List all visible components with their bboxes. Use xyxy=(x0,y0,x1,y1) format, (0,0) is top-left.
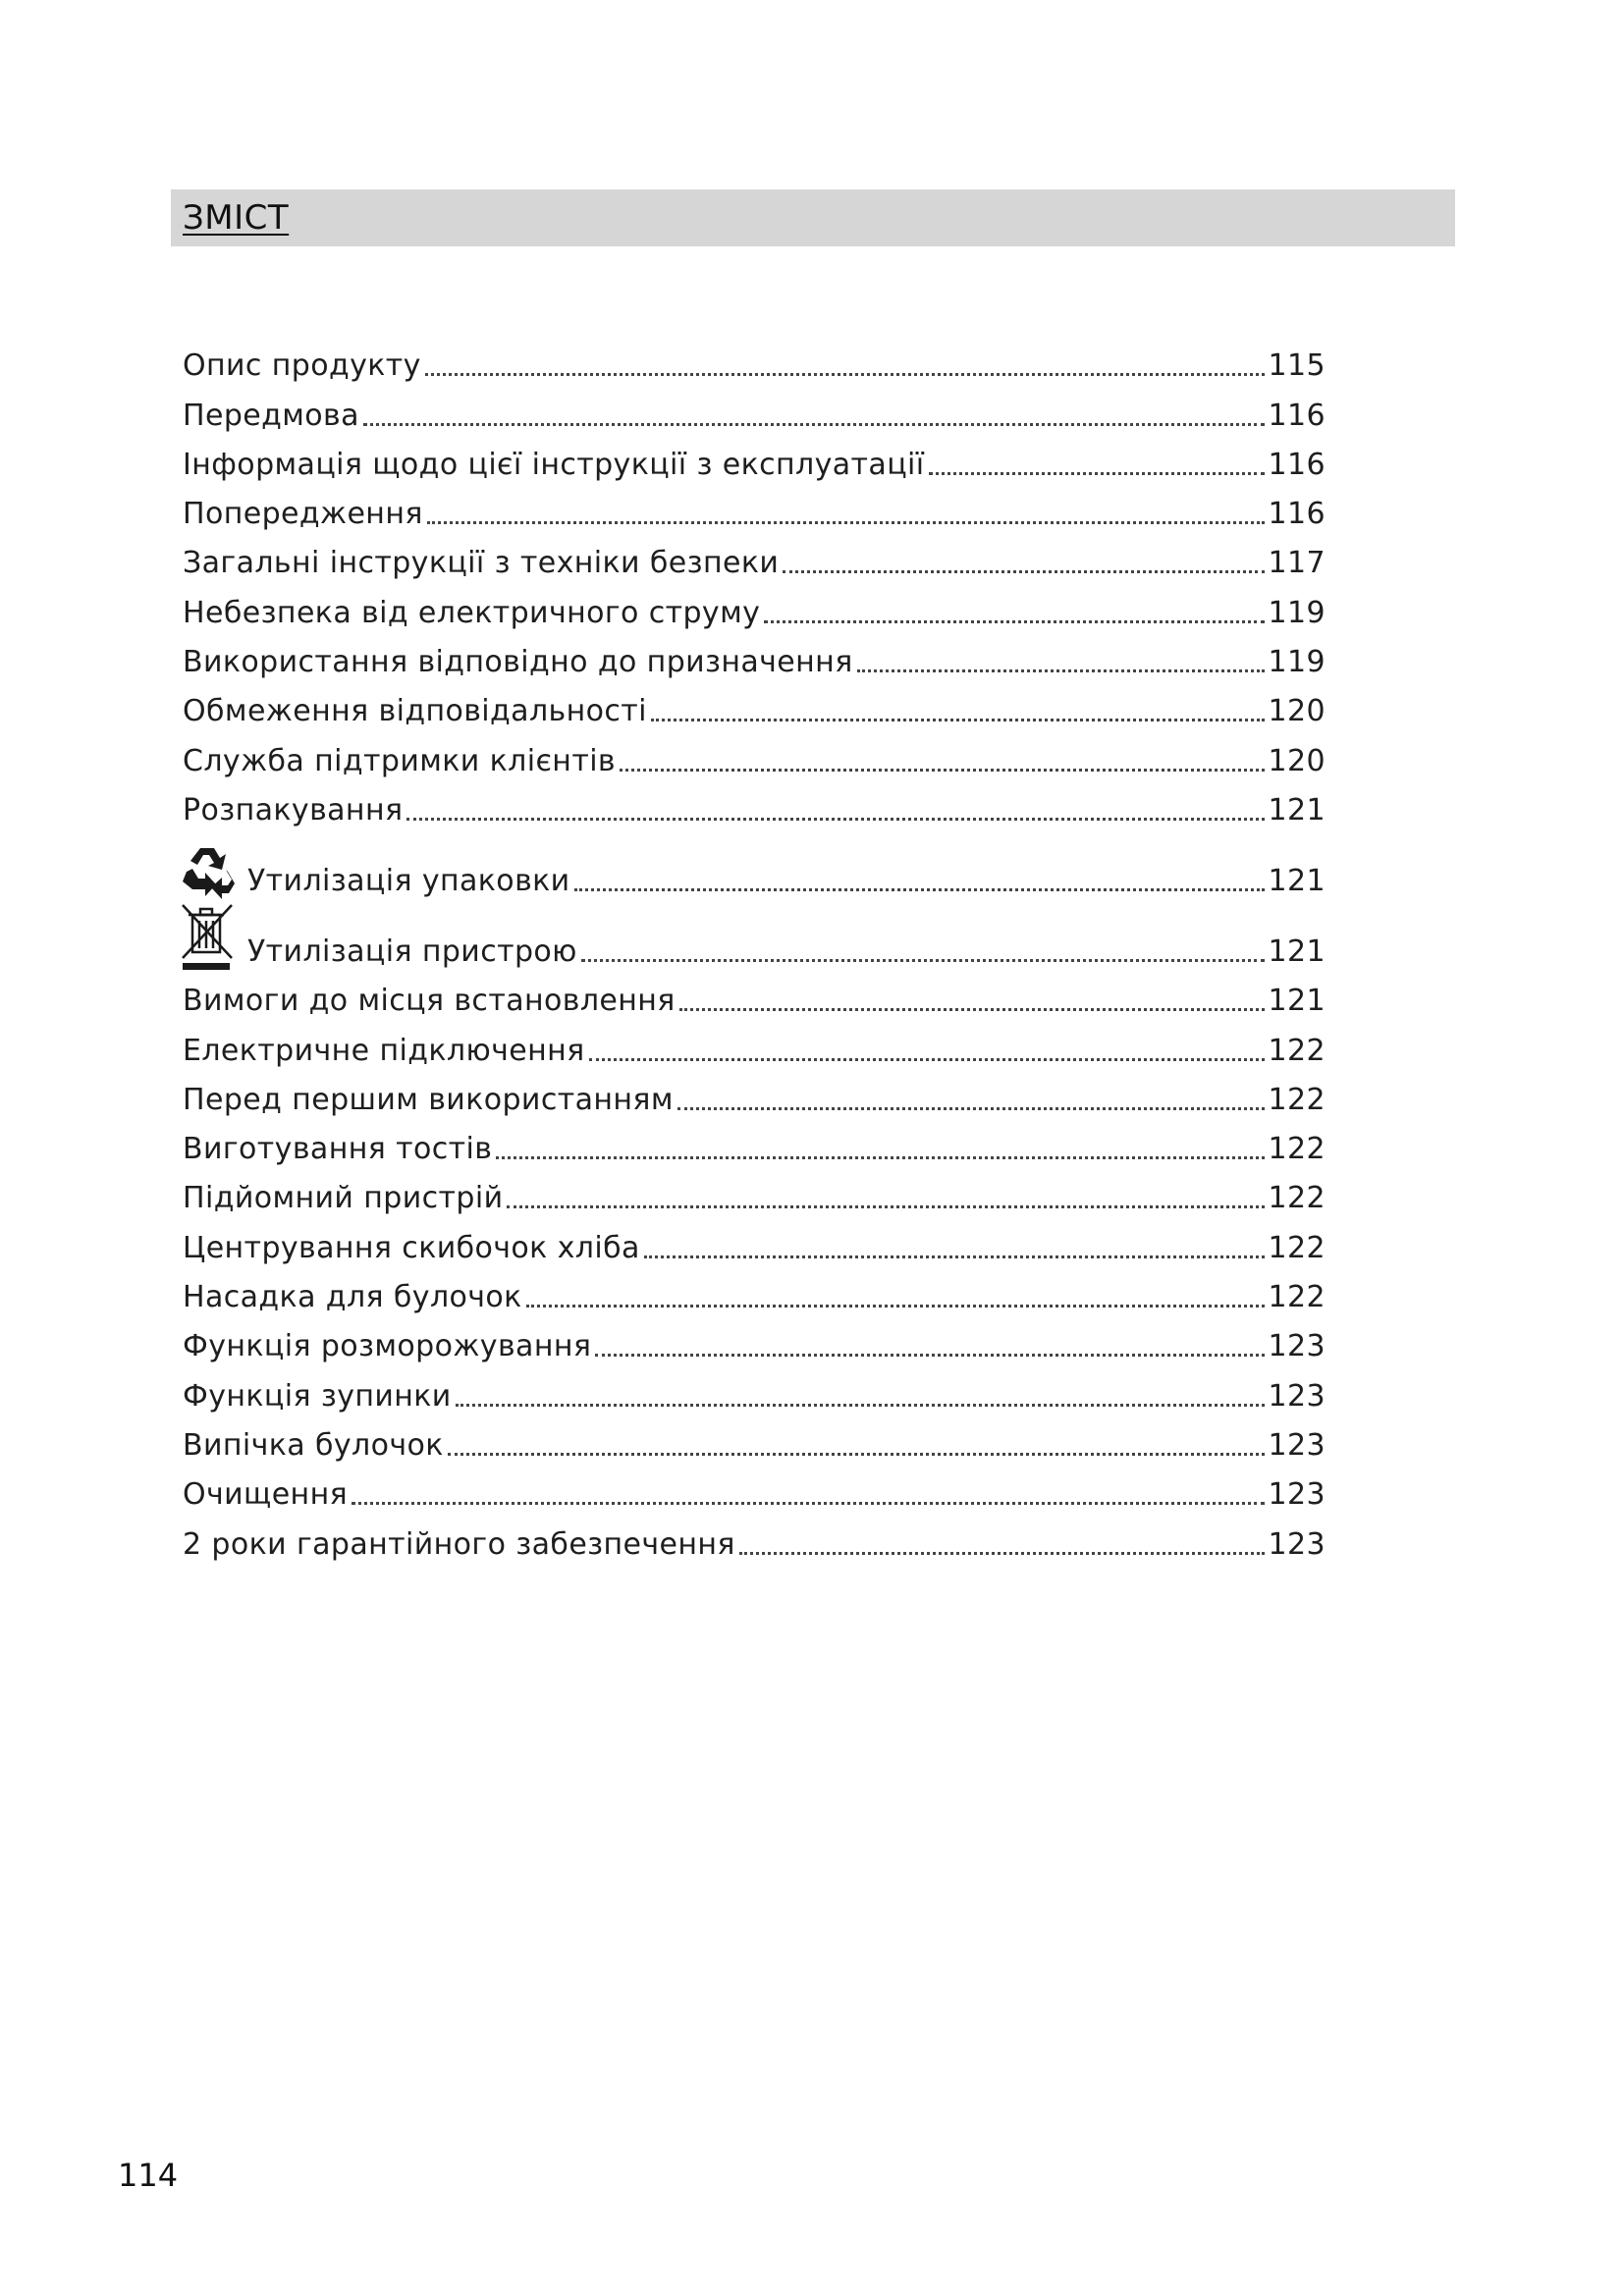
toc-entry-label: Обмеження відповідальності xyxy=(183,694,647,729)
toc-entry[interactable] xyxy=(183,1317,1326,1366)
toc-entry-page: 116 xyxy=(1268,398,1326,433)
toc-entry-page: 119 xyxy=(1268,645,1326,680)
toc-entry[interactable] xyxy=(183,1416,1326,1466)
toc-entry-label: Інформація щодо цієї інструкції з експлуатації xyxy=(183,447,925,482)
section-header-bar xyxy=(171,189,1455,246)
toc-entry-label: Небезпека від електричного струму xyxy=(183,595,761,630)
toc-entry-page: 121 xyxy=(1268,984,1326,1019)
toc-entry[interactable] xyxy=(183,1268,1326,1317)
dot-leader xyxy=(739,1552,1265,1555)
toc-entry-page: 123 xyxy=(1268,1378,1326,1414)
dot-leader xyxy=(677,1107,1265,1110)
toc-entry[interactable] xyxy=(183,583,1326,632)
toc-entry-page: 122 xyxy=(1268,1280,1326,1315)
toc-entry-page: 119 xyxy=(1268,595,1326,630)
toc-entry-label: Вимоги до місця встановлення xyxy=(183,984,676,1019)
toc-entry[interactable] xyxy=(183,781,1326,830)
dot-leader xyxy=(425,373,1265,376)
toc-entry[interactable] xyxy=(183,830,1326,901)
toc-entry-label: Загальні інструкції з техніки безпеки xyxy=(183,546,780,581)
page-number: 114 xyxy=(118,2157,179,2194)
toc-entry-page: 121 xyxy=(1268,863,1326,898)
toc-entry-label: Функція розморожування xyxy=(183,1329,592,1364)
toc-entry-label: 2 роки гарантійного забезпечення xyxy=(183,1526,735,1562)
dot-leader xyxy=(589,1058,1265,1061)
dot-leader xyxy=(526,1305,1265,1308)
toc-entry-label: Опис продукту xyxy=(183,348,421,384)
dot-leader xyxy=(352,1502,1265,1505)
toc-entry-label: Функція зупинки xyxy=(183,1378,452,1414)
toc-entry[interactable] xyxy=(183,682,1326,731)
toc-entry-label: Використання відповідно до призначення xyxy=(183,645,853,680)
toc-entry-label: Підйомний пристрій xyxy=(183,1181,504,1216)
dot-leader xyxy=(427,521,1265,524)
toc-entry[interactable] xyxy=(183,386,1326,435)
toc-entry-page: 122 xyxy=(1268,1132,1326,1167)
dot-leader xyxy=(620,769,1265,772)
toc-entry-label: Попередження xyxy=(183,497,423,532)
toc-entry-label: Насадка для булочок xyxy=(183,1280,522,1315)
toc-entry-page: 122 xyxy=(1268,1082,1326,1117)
dot-leader xyxy=(574,888,1265,891)
toc-entry[interactable] xyxy=(183,436,1326,485)
toc-entry-page: 120 xyxy=(1268,694,1326,729)
dot-leader xyxy=(783,570,1264,573)
dot-leader xyxy=(496,1156,1264,1159)
toc-entry-label: Служба підтримки клієнтів xyxy=(183,743,617,778)
toc-entry-page: 117 xyxy=(1268,546,1326,581)
toc-entry-page: 121 xyxy=(1268,934,1326,969)
toc-entry[interactable] xyxy=(183,485,1326,534)
dot-leader xyxy=(595,1354,1264,1357)
toc-entry[interactable] xyxy=(183,1466,1326,1515)
toc-entry-label: Очищення xyxy=(183,1477,349,1513)
dot-leader xyxy=(679,1008,1265,1011)
toc-entry-label: Розпакування xyxy=(183,792,404,828)
toc-entry-label: Перед першим використанням xyxy=(183,1082,674,1117)
table-of-contents xyxy=(183,337,1326,1565)
toc-entry[interactable] xyxy=(183,1021,1326,1070)
toc-entry-page: 123 xyxy=(1268,1477,1326,1513)
crossed-out-bin-icon xyxy=(179,901,238,972)
toc-entry-label: Виготування тостів xyxy=(183,1132,493,1167)
toc-entry[interactable] xyxy=(183,1515,1326,1564)
dot-leader xyxy=(456,1404,1265,1407)
toc-entry[interactable] xyxy=(183,731,1326,780)
toc-entry-label: Електричне підключення xyxy=(183,1033,585,1068)
dot-leader xyxy=(764,620,1264,623)
dot-leader xyxy=(857,669,1265,672)
toc-entry[interactable] xyxy=(183,633,1326,682)
toc-entry-page: 123 xyxy=(1268,1329,1326,1364)
toc-entry-page: 121 xyxy=(1268,792,1326,828)
toc-entry[interactable] xyxy=(183,1169,1326,1218)
toc-entry-label: Передмова xyxy=(183,398,359,433)
toc-entry-label: Утилізація пристрою xyxy=(247,934,577,969)
toc-entry-page: 115 xyxy=(1268,348,1326,384)
dot-leader xyxy=(448,1453,1265,1456)
toc-entry-page: 122 xyxy=(1268,1230,1326,1265)
dot-leader xyxy=(363,423,1265,426)
toc-entry-label: Випічка булочок xyxy=(183,1427,444,1463)
toc-entry-page: 122 xyxy=(1268,1033,1326,1068)
toc-entry-page: 123 xyxy=(1268,1526,1326,1562)
toc-entry-page: 116 xyxy=(1268,497,1326,532)
toc-entry[interactable] xyxy=(183,1366,1326,1415)
toc-entry[interactable] xyxy=(183,337,1326,386)
dot-leader xyxy=(507,1205,1264,1208)
toc-entry-label: Утилізація упаковки xyxy=(247,863,570,898)
toc-entry-page: 123 xyxy=(1268,1427,1326,1463)
toc-entry[interactable] xyxy=(183,1071,1326,1120)
recycle-icon xyxy=(179,842,238,901)
toc-entry-page: 116 xyxy=(1268,447,1326,482)
dot-leader xyxy=(406,818,1264,821)
dot-leader xyxy=(929,472,1265,475)
toc-entry[interactable] xyxy=(183,1120,1326,1169)
toc-entry[interactable] xyxy=(183,901,1326,972)
toc-entry[interactable] xyxy=(183,1218,1326,1267)
dot-leader xyxy=(644,1255,1265,1258)
toc-entry-page: 122 xyxy=(1268,1181,1326,1216)
dot-leader xyxy=(581,959,1265,962)
toc-entry[interactable] xyxy=(183,972,1326,1021)
dot-leader xyxy=(651,719,1265,721)
toc-entry-label: Центрування скибочок хліба xyxy=(183,1230,640,1265)
section-title: ЗМІСТ xyxy=(183,198,290,238)
toc-entry[interactable] xyxy=(183,534,1326,583)
toc-entry-page: 120 xyxy=(1268,743,1326,778)
